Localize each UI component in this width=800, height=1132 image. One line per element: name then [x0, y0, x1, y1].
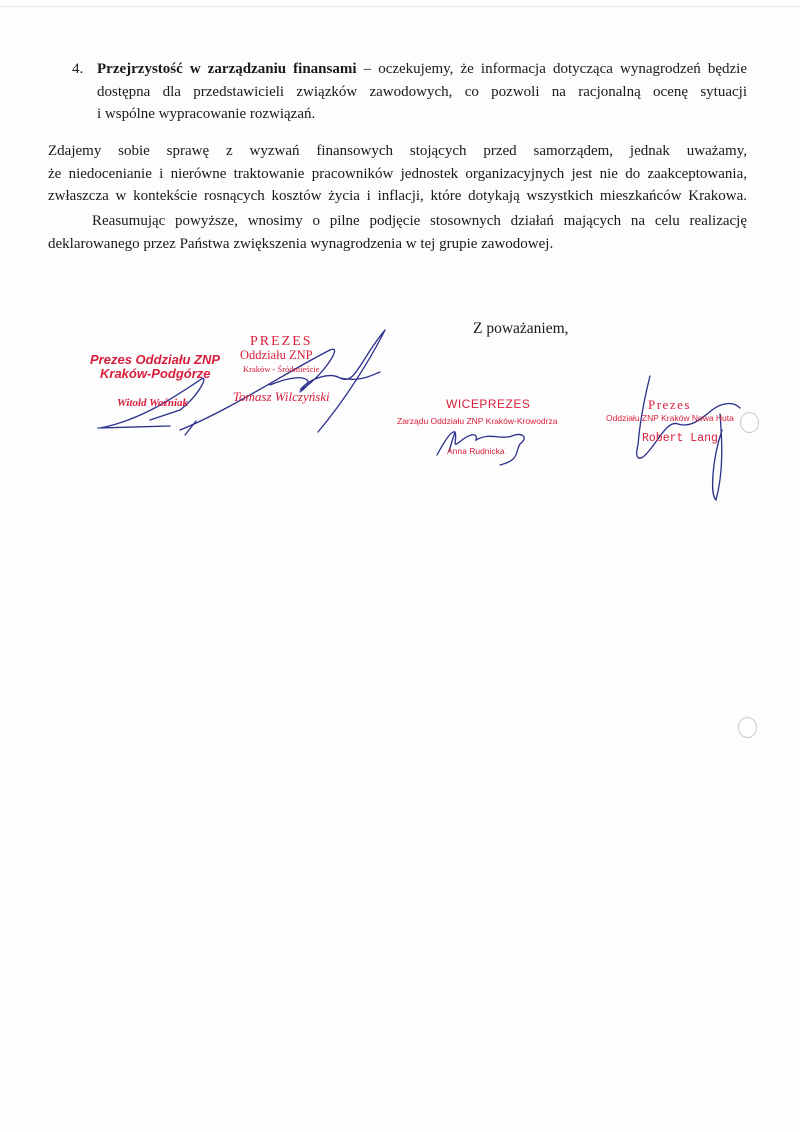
punch-hole: [738, 717, 757, 738]
list-item-4-line1-text: – oczekujemy, że informacja dotycząca wynagrodzeń będzie: [356, 61, 748, 77]
list-item-4-title: Przejrzystość w zarządzaniu finansami: [97, 61, 357, 77]
stamp-srodmiescie-name: Tomasz Wilczyński: [233, 389, 330, 404]
stamp-krowodrza-line1: Zarządu Oddziału ZNP Kraków-Krowodrza: [397, 416, 558, 426]
paragraph-1-line1: Zdajemy sobie sprawę z wyzwań finansowych stojących przed samorządem, jednak uważamy,: [48, 143, 747, 159]
paragraph-2-line1-text: Reasumując powyższe, wnosimy o pilne podjęcie stosownych działań mających na celu realizację: [92, 213, 747, 229]
signature-podgorze-tail: [185, 421, 196, 435]
paragraph-1-line2: że niedocenianie i nierówne traktowanie pracowników jednostek organizacyjnych jest nie do zaakceptowania,: [48, 165, 747, 182]
stamp-podgorze-name: Witold Woźniak: [117, 397, 189, 409]
stamp-krowodrza-name: Anna Rudnicka: [447, 446, 505, 456]
stamp-srodmiescie-title: PREZES: [250, 334, 313, 349]
punch-hole: [740, 412, 759, 433]
stamp-nowa-huta-line1: Oddziału ZNP Kraków Nowa Huta: [606, 413, 734, 423]
stamp-nowa-huta-title: Prezes: [648, 397, 691, 412]
list-item-4-line3: i wspólne wypracowanie rozwiązań.: [97, 106, 316, 122]
list-number: 4.: [72, 61, 84, 77]
stamp-podgorze-title: Prezes Oddziału ZNP: [90, 352, 221, 367]
stamp-nowa-huta-name: Robert Lang: [642, 432, 718, 445]
stamp-srodmiescie-line2: Kraków - Śródmieście: [243, 364, 320, 374]
paragraph-1-line3: zwłaszcza w kontekście rosnących kosztów życia i inflacji, które dotykają wszystkich mieszkańców Krakowa.: [48, 188, 747, 204]
list-item-4-line2: dostępna dla przedstawicieli związków zawodowych, co pozwoli na racjonalną ocenę sytuacji: [97, 83, 747, 100]
stamp-podgorze-branch: Kraków-Podgórze: [100, 366, 211, 381]
stamp-krowodrza-title: WICEPREZES: [446, 397, 531, 411]
paragraph-2-line2: deklarowanego przez Państwa zwiększenia wynagrodzenia w tej grupie zawodowej.: [48, 235, 554, 252]
stamp-srodmiescie-line1: Oddziału ZNP: [240, 348, 313, 362]
closing-salutation: Z poważaniem,: [473, 320, 569, 337]
